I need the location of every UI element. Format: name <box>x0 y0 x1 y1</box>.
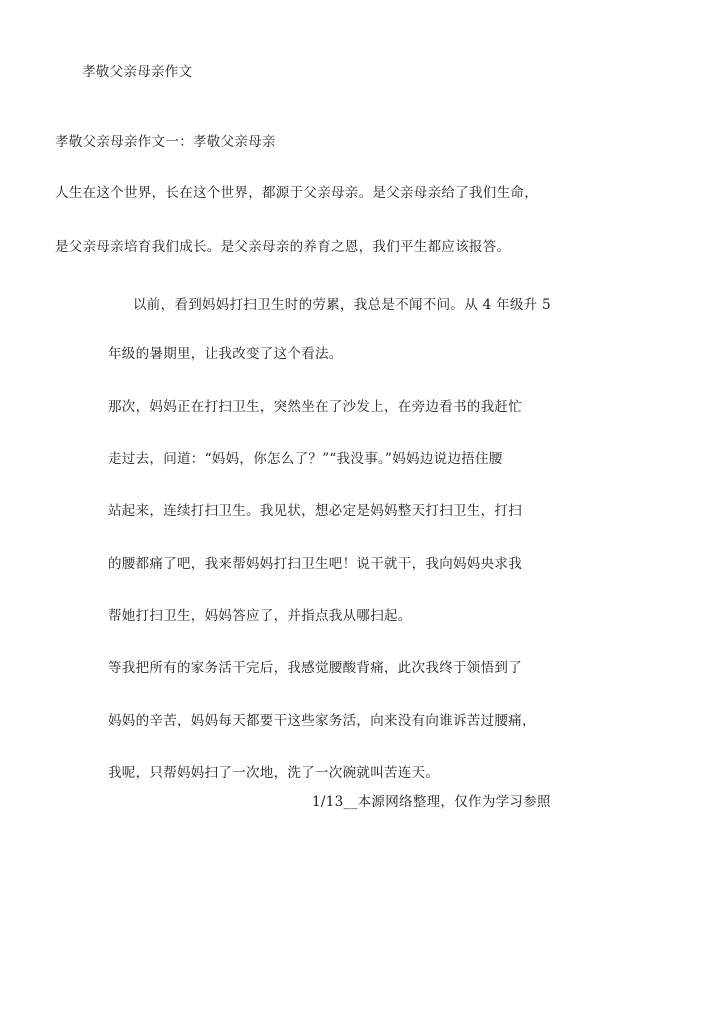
text-line: 等我把所有的家务活干完后，我感觉腰酸背痛，此次我终于领悟到了 <box>108 660 522 676</box>
text-line: 走过去，问道：“妈妈，你怎么了？”“我没事。”妈妈边说边捂住腰 <box>108 451 503 467</box>
section-heading: 孝敬父亲母亲作文一：孝敬父亲母亲 <box>55 134 276 150</box>
text-line: 人生在这个世界，长在这个世界，都源于父亲母亲。是父亲母亲给了我们生命， <box>55 185 538 201</box>
text-line: 那次，妈妈正在打扫卫生，突然坐在了沙发上，在旁边看书的我赶忙 <box>108 399 522 415</box>
document-title: 孝敬父亲母亲作文 <box>82 64 193 80</box>
text-line: 妈妈的辛苦，妈妈每天都要干这些家务活，向来没有向谁诉苦过腰痛， <box>108 713 536 729</box>
page-footer: 1/13__本源网络整理，仅作为学习参照 <box>312 794 551 810</box>
text-line: 年级的暑期里，让我改变了这个看法。 <box>108 346 343 362</box>
text-line: 的腰都痛了吧，我来帮妈妈打扫卫生吧！说干就干，我向妈妈央求我 <box>108 556 522 572</box>
text-line: 我呢，只帮妈妈扫了一次地，洗了一次碗就叫苦连天。 <box>108 765 440 781</box>
text-line: 以前，看到妈妈打扫卫生时的劳累，我总是不闻不问。从 4 年级升 5 <box>133 297 551 313</box>
text-line: 是父亲母亲培育我们成长。是父亲母亲的养育之恩，我们平生都应该报答。 <box>55 239 511 255</box>
text-line: 帮她打扫卫生，妈妈答应了，并指点我从哪扫起。 <box>108 608 412 624</box>
text-line: 站起来，连续打扫卫生。我见状，想必定是妈妈整天打扫卫生，打扫 <box>108 503 522 519</box>
